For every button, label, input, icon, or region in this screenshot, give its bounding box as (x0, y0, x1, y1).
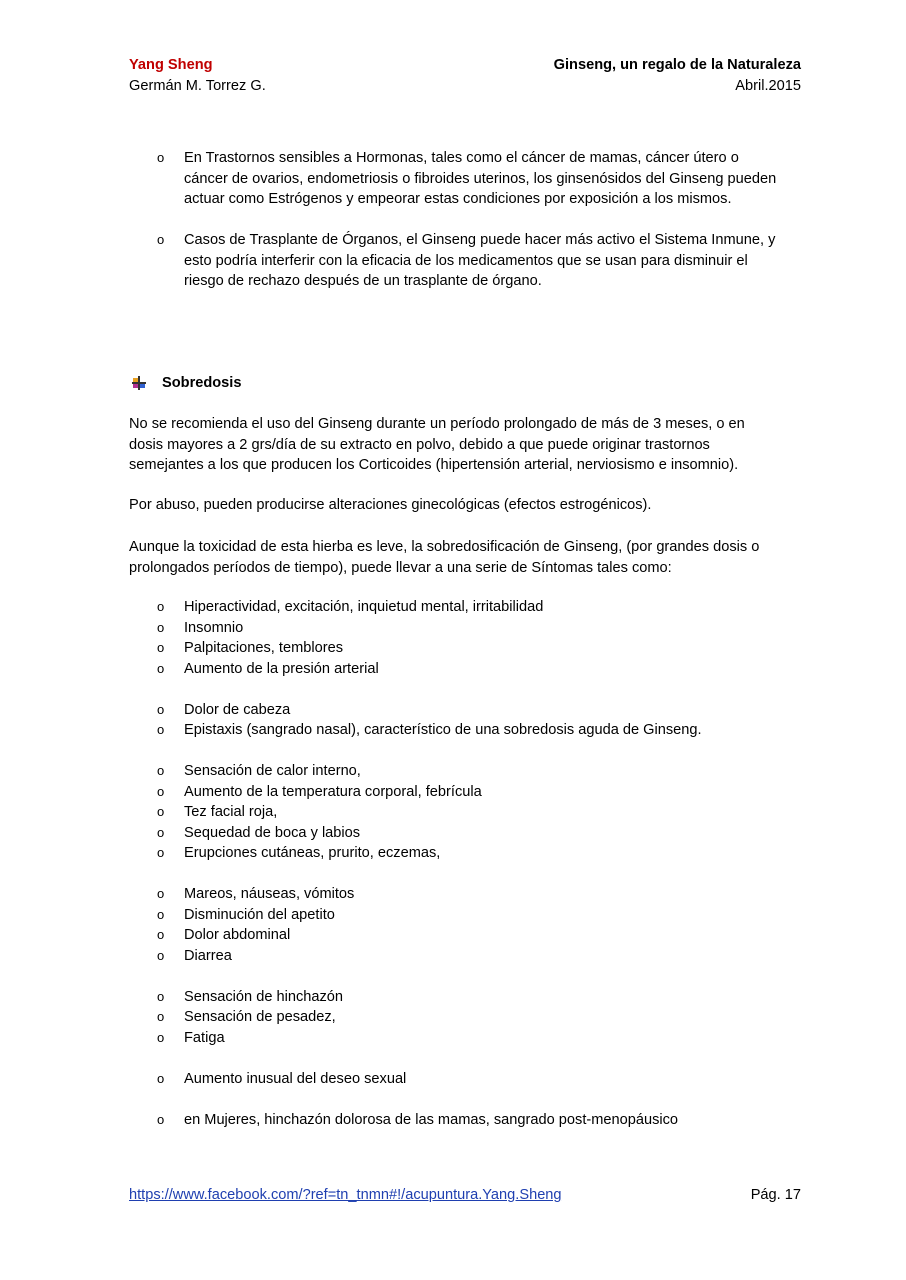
section-title: Sobredosis (162, 375, 242, 391)
top-bullet-list (129, 148, 779, 292)
bullet-mark: o (157, 906, 165, 922)
bullet-mark: o (157, 660, 165, 676)
bullet-mark: o (157, 1070, 165, 1086)
list-item-text: Palpitaciones, temblores (184, 640, 343, 656)
list-item (129, 638, 779, 659)
list-item-text: Erupciones cutáneas, prurito, eczemas, (184, 845, 441, 861)
list-item (129, 905, 779, 926)
bullet-mark: o (157, 927, 165, 942)
list-item-text: Insomnio (184, 619, 244, 636)
paragraph-3: Aunque la toxicidad de esta hierba es leve, la sobredosificación de Ginseng, (por grandes dosis o prolongados períodos de tiempo), puede llevar a una serie de Síntomas tales como: (129, 539, 760, 576)
list-item-text: Dolor abdominal (184, 927, 291, 943)
list-item-text: Mareos, náuseas, vómitos (184, 886, 355, 902)
bullet-mark: o (157, 804, 165, 819)
bullet-mark: o (157, 640, 165, 655)
header-date: Abril.2015 (735, 77, 801, 94)
heading-bullet-icon (132, 376, 146, 390)
list-item (129, 987, 779, 1008)
list-item-text: Epistaxis (sangrado nasal), característico de una sobredosis aguda de Ginseng. (184, 722, 702, 738)
list-item (129, 761, 779, 782)
header-right (554, 55, 801, 96)
list-item (129, 946, 779, 967)
list-item (129, 597, 779, 618)
list-item (129, 720, 779, 741)
header-author: Germán M. Torrez G. (129, 77, 266, 94)
section-heading (132, 373, 241, 394)
list-item-text: Fatiga (184, 1029, 225, 1046)
list-item-text: Sequedad de boca y labios (184, 824, 361, 841)
list-item (129, 659, 779, 680)
bullet-mark: o (157, 988, 165, 1004)
list-item-text: Aumento de la temperatura corporal, febrícula (184, 783, 482, 800)
bullet-mark: o (157, 599, 165, 614)
list-item-text: Casos de Trasplante de Órganos, el Ginseng puede hacer más activo el Sistema Inmune, y esto podría interferir con la eficacia de los medicamentos que se usan para disminuir el riesgo de rechazo después de un trasplante de órgano. (184, 232, 776, 289)
list-item-text: Sensación de pesadez, (184, 1009, 336, 1025)
list-item-text: Disminución del apetito (184, 906, 335, 923)
list-item (129, 230, 779, 292)
list-item (129, 1007, 779, 1028)
bullet-mark: o (157, 1009, 165, 1024)
bullet-mark: o (157, 701, 165, 717)
list-item (129, 148, 779, 210)
list-item-text: Aumento inusual del deseo sexual (184, 1070, 407, 1087)
bullet-mark: o (157, 150, 165, 165)
list-item (129, 925, 779, 946)
bullet-mark: o (157, 722, 165, 737)
symptom-list (129, 597, 779, 1130)
bullet-mark: o (157, 886, 165, 901)
paragraph-1: No se recomienda el uso del Ginseng durante un período prolongado de más de 3 meses, o en dosis mayores a 2 grs/día de su extracto en polvo, debido a que puede originar trastornos semejantes a los que producen los Corticoides (hipertensión arterial, nerviosismo e insomnio). (129, 416, 745, 473)
header-left (129, 55, 266, 96)
bullet-mark: o (157, 763, 165, 778)
list-item (129, 843, 779, 864)
list-item (129, 618, 779, 639)
bullet-mark: o (157, 824, 165, 840)
list-item (129, 1028, 779, 1049)
paragraph-2: Por abuso, pueden producirse alteraciones ginecológicas (efectos estrogénicos). (129, 497, 652, 513)
bullet-mark: o (157, 232, 165, 247)
bullet-mark: o (157, 783, 165, 799)
header-brand: Yang Sheng (129, 57, 213, 73)
list-item-text: Sensación de calor interno, (184, 763, 361, 779)
bullet-mark: o (157, 619, 165, 635)
list-item (129, 1110, 779, 1131)
list-item-text: Aumento de la presión arterial (184, 660, 379, 677)
list-item-text: Tez facial roja, (184, 804, 278, 820)
header-title: Ginseng, un regalo de la Naturaleza (553, 57, 801, 73)
list-item-text: Diarrea (184, 947, 232, 964)
list-item (129, 1069, 779, 1090)
list-item (129, 700, 779, 721)
list-item-text: Dolor de cabeza (184, 701, 291, 718)
bullet-mark: o (157, 947, 165, 963)
list-item-text: en Mujeres, hinchazón dolorosa de las mamas, sangrado post-menopáusico (184, 1111, 679, 1128)
list-item (129, 823, 779, 844)
list-item (129, 802, 779, 823)
footer-link[interactable]: https://www.facebook.com/?ref=tn_tnmn#!/acupuntura.Yang.Sheng (129, 1187, 562, 1203)
page-number: Pág. 17 (750, 1187, 801, 1203)
list-item-text: En Trastornos sensibles a Hormonas, tales como el cáncer de mamas, cáncer útero o cáncer de ovarios, endometriosis o fibroides uterinos, los ginsenósidos del Ginseng pueden actuar como Estrógenos y empeorar estas condiciones por exposición a los mismos. (184, 150, 777, 207)
list-item-text: Hiperactividad, excitación, inquietud mental, irritabilidad (184, 599, 544, 615)
list-item (129, 884, 779, 905)
list-item (129, 782, 779, 803)
bullet-mark: o (157, 1029, 165, 1045)
bullet-mark: o (157, 1111, 165, 1127)
list-item-text: Sensación de hinchazón (184, 988, 344, 1005)
bullet-mark: o (157, 845, 165, 860)
